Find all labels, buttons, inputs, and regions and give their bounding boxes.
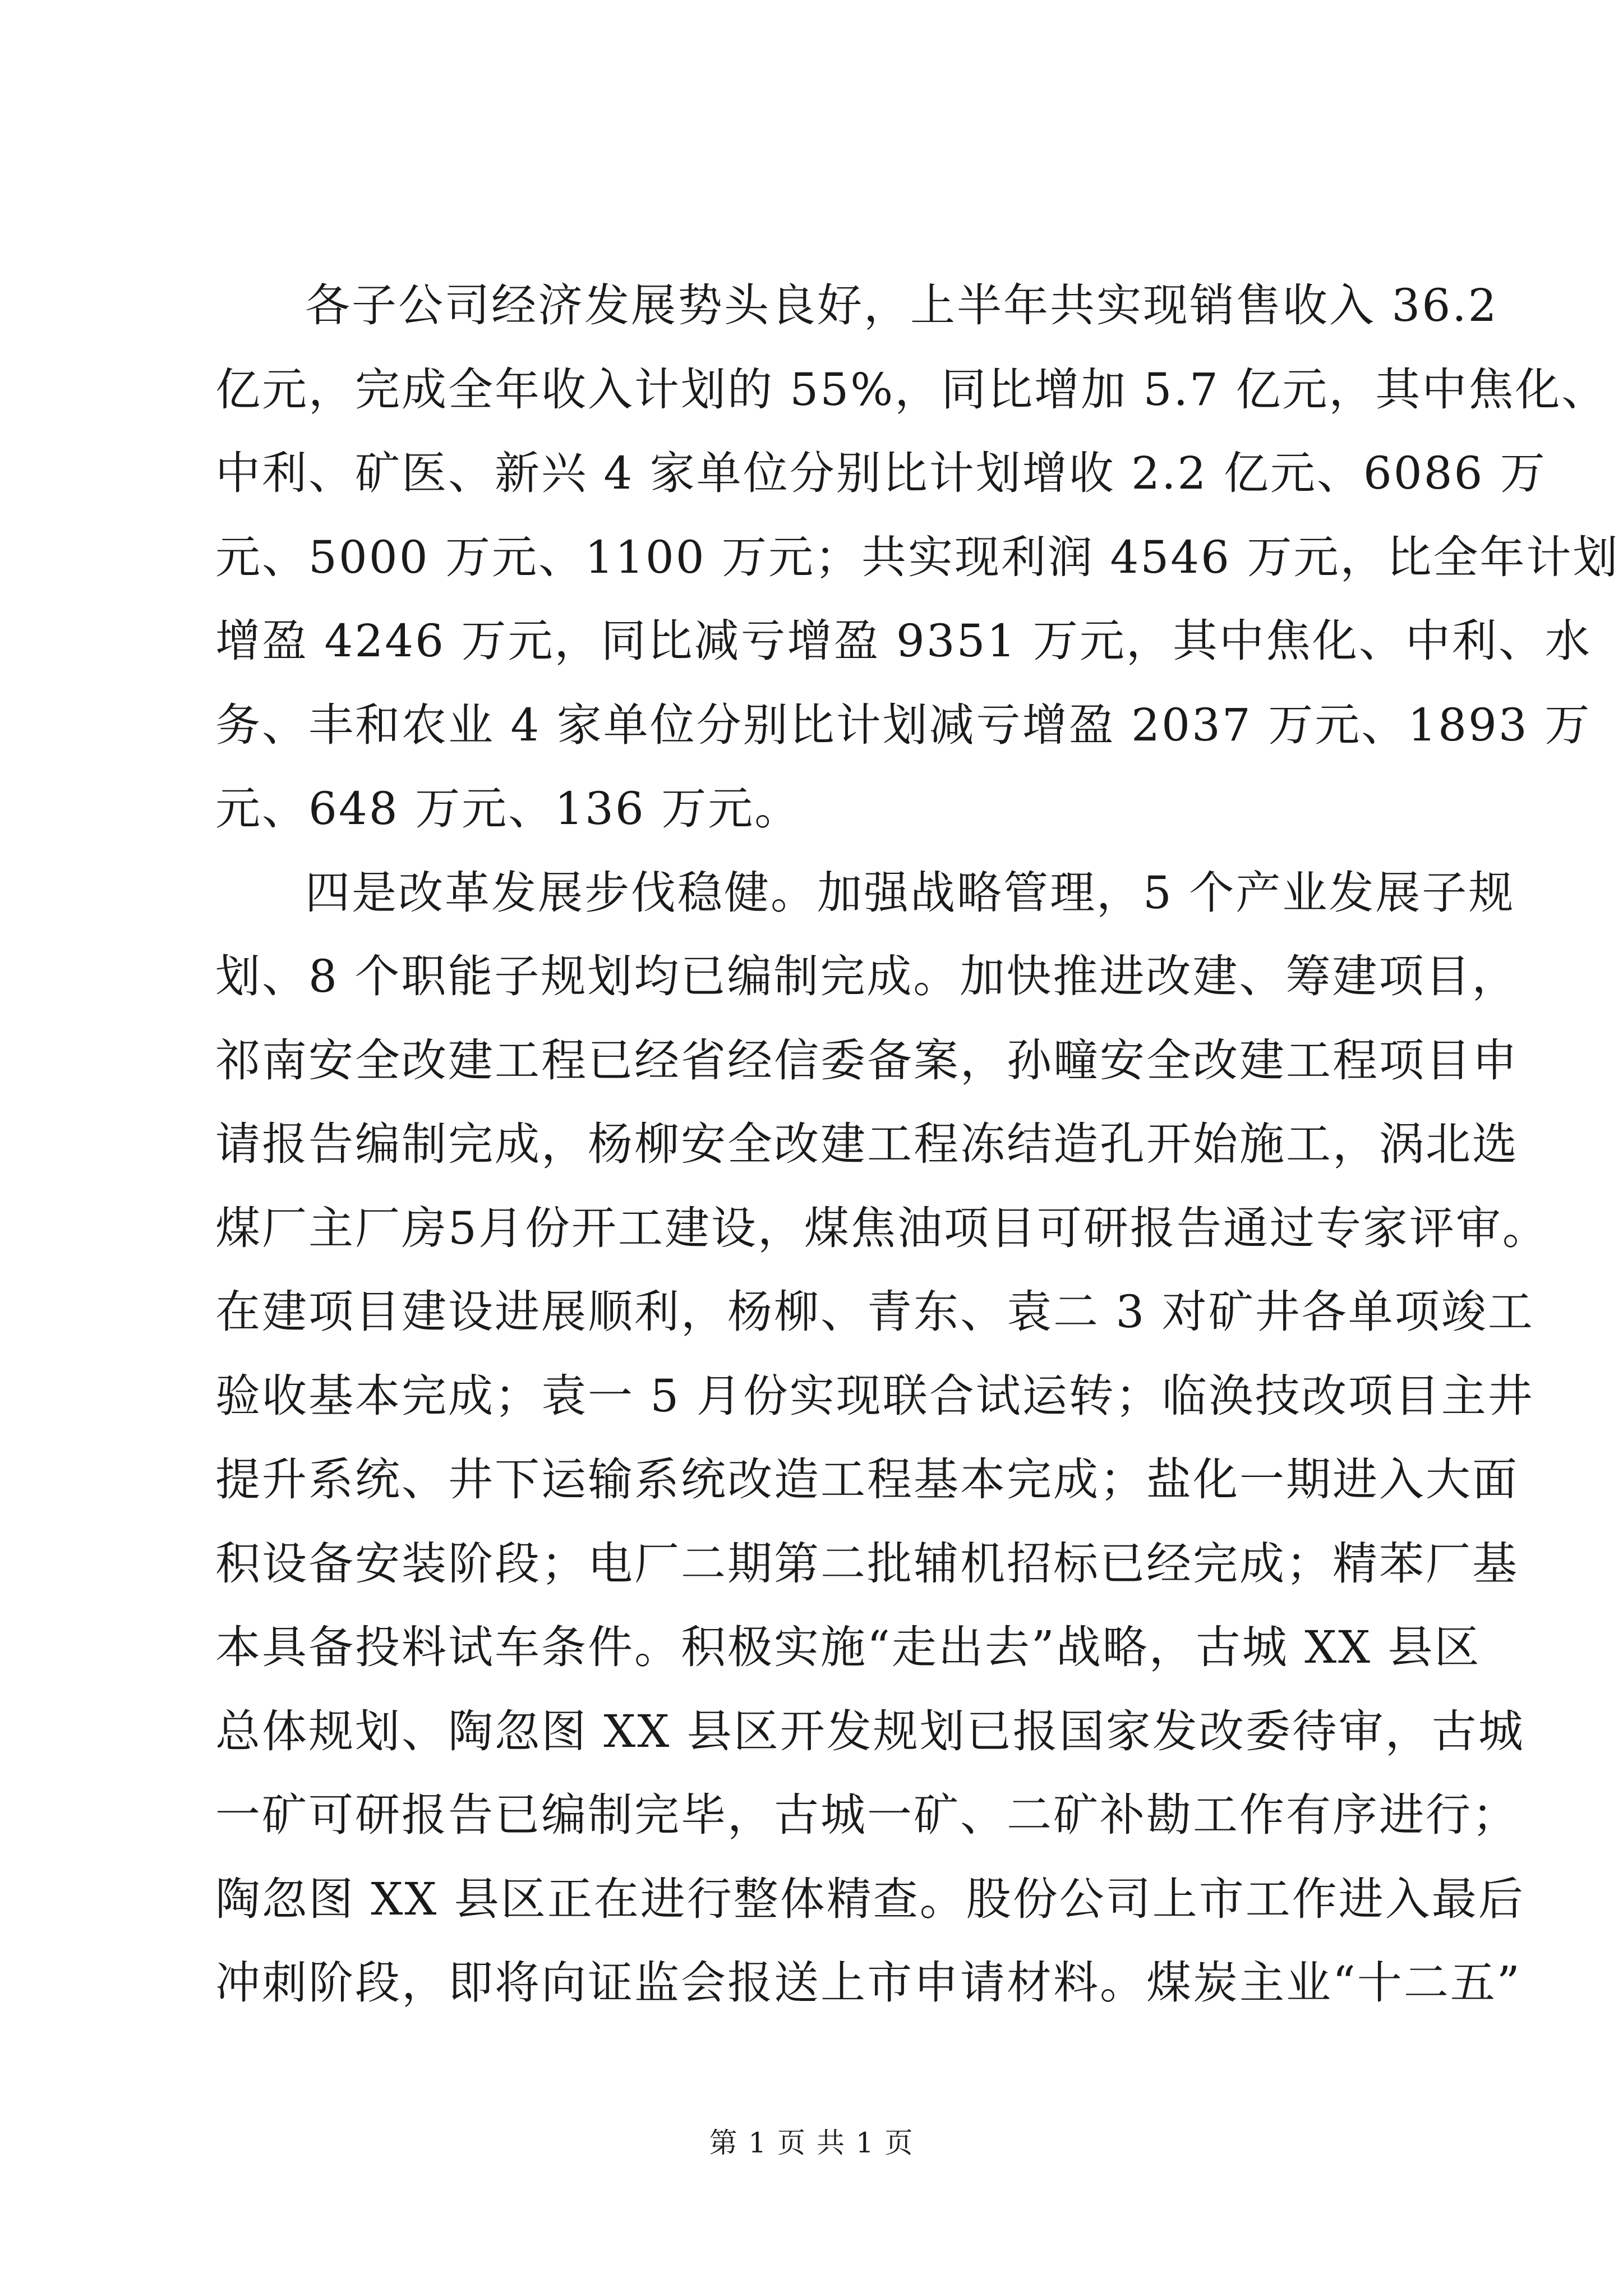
text-line: 四是改革发展步伐稳健。加强战略管理，5 个产业发展子规 (305, 866, 1515, 919)
text-line: 本具备投料试车条件。积极实施“走出去”战略，古城 XX 县区 (215, 1621, 1481, 1673)
text-line: 元、5000 万元、1100 万元；共实现利润 4546 万元，比全年计划 (215, 531, 1620, 583)
text-line: 元、648 万元、136 万元。 (215, 783, 801, 835)
page-footer (0, 2126, 1623, 2160)
text-line: 冲刺阶段，即将向证监会报送上市申请材料。煤炭主业“十二五” (215, 1957, 1521, 2009)
text-line: 煤厂主厂房5月份开工建设，煤焦油项目可研报告通过专家评审。 (215, 1202, 1549, 1254)
text-line: 各子公司经济发展势头良好，上半年共实现销售收入 36.2 (305, 279, 1498, 332)
text-line: 积设备安装阶段；电厂二期第二批辅机招标已经完成；精苯厂基 (215, 1537, 1519, 1590)
text-line: 请报告编制完成，杨柳安全改建工程冻结造孔开始施工，涡北选 (215, 1118, 1519, 1170)
text-line: 亿元，完成全年收入计划的 55%，同比增加 5.7 亿元，其中焦化、 (215, 363, 1608, 416)
text-line: 划、8 个职能子规划均已编制完成。加快推进改建、筹建项目， (215, 950, 1519, 1002)
text-line: 务、丰和农业 4 家单位分别比计划减亏增盈 2037 万元、1893 万 (215, 698, 1592, 751)
text-line: 提升系统、井下运输系统改造工程基本完成；盐化一期进入大面 (215, 1453, 1519, 1506)
text-line: 中利、矿医、新兴 4 家单位分别比计划增收 2.2 亿元、6086 万 (215, 447, 1547, 499)
text-line: 祁南安全改建工程已经省经信委备案，孙疃安全改建工程项目申 (215, 1034, 1519, 1087)
text-line: 一矿可研报告已编制完毕，古城一矿、二矿补勘工作有序进行； (215, 1789, 1519, 1841)
paragraph-subsidiary-performance (215, 264, 1620, 851)
document-body (215, 264, 1620, 2025)
paragraph-reform-development (215, 851, 1549, 2025)
text-line: 在建项目建设进展顺利，杨柳、青东、袁二 3 对矿井各单项竣工 (215, 1286, 1534, 1338)
text-line: 总体规划、陶忽图 XX 县区开发规划已报国家发改委待审，古城 (215, 1705, 1525, 1757)
page-number-label: 第 1 页 共 1 页 (709, 2127, 914, 2159)
text-line: 验收基本完成；袁一 5 月份实现联合试运转；临涣技改项目主井 (215, 1369, 1534, 1422)
text-line: 增盈 4246 万元，同比减亏增盈 9351 万元，其中焦化、中利、水 (215, 615, 1592, 667)
text-line: 陶忽图 XX 县区正在进行整体精查。股份公司上市工作进入最后 (215, 1872, 1525, 1925)
